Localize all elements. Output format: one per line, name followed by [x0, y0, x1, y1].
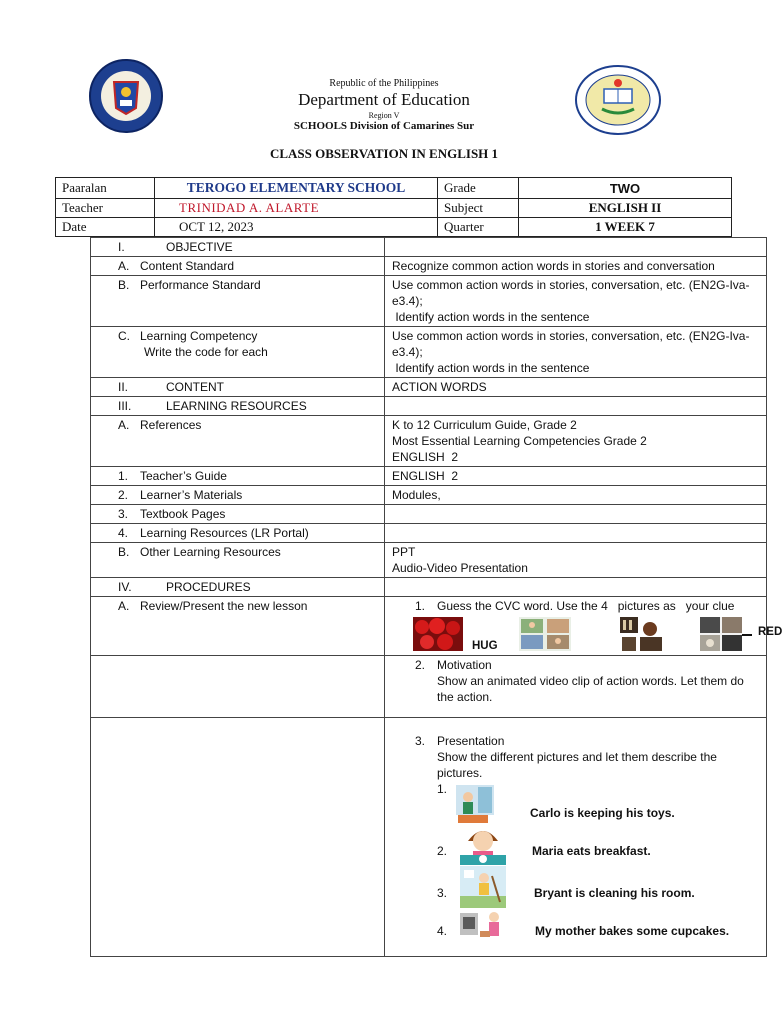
review-num: A. [118, 599, 130, 613]
lesson-plan-table [90, 237, 782, 957]
row-textbook-pages [91, 505, 767, 524]
performance-standard-num: B. [118, 278, 130, 292]
division-text: SCHOOLS Division of Camarines Sur [293, 120, 475, 132]
row-lr-portal [91, 524, 767, 543]
review-label: Review/Present the new lesson [140, 599, 308, 613]
info-row-school [56, 178, 732, 199]
republic-text: Republic of the Philippines [329, 78, 439, 89]
motivation-description: Show an animated video clip of action words. Let them do the action. [437, 674, 744, 704]
row-performance-standard [91, 276, 767, 327]
objective-heading: OBJECTIVE [166, 240, 233, 254]
content-heading: CONTENT [166, 380, 224, 394]
reference-3: ENGLISH 2 [392, 450, 459, 464]
teacher-name: TRINIDAD A. ALARTE [155, 199, 438, 218]
hug-label: HUG [472, 640, 498, 652]
learners-materials-label: Learner’s Materials [140, 488, 243, 502]
learners-materials-value: Modules, [385, 486, 767, 505]
olr-num: B. [118, 545, 130, 559]
performance-standard-value-1: Use common action words in stories, conversation, etc. (EN2G-Iva-e3.4); [392, 278, 750, 308]
arrow-icon [742, 631, 752, 639]
lr-portal-label: Learning Resources (LR Portal) [140, 526, 309, 540]
presentation-item-text: My mother bakes some cupcakes. [535, 924, 730, 938]
content-num: II. [118, 380, 129, 394]
references-num: A. [118, 418, 130, 432]
presentation-item [392, 866, 762, 909]
presentation-item [392, 781, 762, 823]
competency-value-2: Identify action words in the sentence [392, 361, 590, 375]
presentation-item-num: 2. [437, 844, 448, 858]
performance-standard-value-2: Identify action words in the sentence [392, 310, 590, 324]
hug-image [519, 617, 571, 651]
mother-baking-image [460, 909, 510, 947]
content-standard-label: Content Standard [140, 259, 235, 273]
other-resource-2: Audio-Video Presentation [392, 561, 528, 575]
presentation-item-num: 3. [437, 886, 448, 900]
tb-num: 3. [118, 507, 129, 521]
pet-image [700, 617, 742, 651]
lr-heading: LEARNING RESOURCES [166, 399, 307, 413]
tg-num: 1. [118, 469, 129, 483]
row-content-standard [91, 257, 767, 276]
motivation-title: Motivation [437, 658, 492, 672]
subject-value: ENGLISH II [519, 199, 732, 218]
teacher-label: Teacher [56, 199, 155, 218]
procedures-heading: PROCEDURES [166, 580, 251, 594]
bryant-cleaning-image [460, 866, 506, 912]
hat-image [620, 617, 664, 651]
row-review [91, 597, 767, 656]
row-motivation [91, 656, 767, 718]
presentation-title: Presentation [437, 734, 505, 748]
presentation-item [392, 909, 762, 949]
cvc-picture-row [392, 614, 782, 654]
date-value: OCT 12, 2023 [155, 218, 438, 237]
red-label: RED [758, 626, 782, 638]
grade-value: TWO [519, 178, 732, 199]
performance-standard-label: Performance Standard [140, 278, 261, 292]
references-label: References [140, 418, 202, 432]
row-references [91, 416, 767, 467]
objective-num: I. [118, 240, 125, 254]
teachers-guide-label: Teacher’s Guide [140, 469, 227, 483]
content-value: ACTION WORDS [385, 378, 767, 397]
competency-label: Learning Competency [140, 329, 258, 343]
document-title: CLASS OBSERVATION IN ENGLISH 1 [269, 146, 499, 161]
motivation-num: 2. [415, 658, 426, 672]
other-resource-1: PPT [392, 545, 416, 559]
presentation-item-text: Bryant is cleaning his room. [534, 886, 695, 900]
row-learning-resources [91, 397, 767, 416]
info-row-teacher [56, 199, 732, 218]
other-resources-label: Other Learning Resources [140, 545, 281, 559]
presentation-item-num: 4. [437, 924, 448, 938]
grade-label: Grade [438, 178, 519, 199]
presentation-num: 3. [415, 734, 426, 748]
competency-sub: Write the code for each [144, 345, 268, 359]
presentation-item-text: Carlo is keeping his toys. [530, 806, 675, 820]
quarter-label: Quarter [438, 218, 519, 237]
paaralan-label: Paaralan [56, 178, 155, 199]
lr-num: III. [118, 399, 132, 413]
quarter-value: 1 WEEK 7 [519, 218, 732, 237]
row-learning-competency [91, 327, 767, 378]
guess-num: 1. [415, 599, 426, 613]
subject-label: Subject [438, 199, 519, 218]
row-presentation [91, 718, 767, 957]
presentation-description: Show the different pictures and let them describe the pictures. [437, 750, 717, 780]
procedures-num: IV. [118, 580, 132, 594]
row-objective [91, 238, 767, 257]
info-row-date [56, 218, 732, 237]
row-procedures [91, 578, 767, 597]
presentation-item-num: 1. [437, 782, 448, 796]
reference-1: K to 12 Curriculum Guide, Grade 2 [392, 418, 577, 432]
row-learners-materials [91, 486, 767, 505]
presentation-item-text: Maria eats breakfast. [532, 844, 651, 858]
textbook-pages-label: Textbook Pages [140, 507, 226, 521]
lrp-num: 4. [118, 526, 129, 540]
presentation-item [392, 823, 762, 866]
row-other-resources [91, 543, 767, 578]
info-table [55, 177, 732, 237]
guess-instruction: Guess the CVC word. Use the 4 pictures as your clue [437, 599, 735, 613]
competency-num: C. [118, 329, 130, 343]
row-content [91, 378, 767, 397]
department-name: Department of Education [298, 90, 470, 109]
red-strawberries-image [413, 617, 463, 651]
lm-num: 2. [118, 488, 129, 502]
content-standard-value: Recognize common action words in stories and conversation [385, 257, 767, 276]
date-label: Date [56, 218, 155, 237]
content-standard-num: A. [118, 259, 130, 273]
row-teachers-guide [91, 467, 767, 486]
school-name: TEROGO ELEMENTARY SCHOOL [155, 178, 438, 199]
competency-value-1: Use common action words in stories, conversation, etc. (EN2G-Iva-e3.4); [392, 329, 750, 359]
teachers-guide-value: ENGLISH 2 [385, 467, 767, 486]
region-text: Region V [368, 111, 400, 120]
reference-2: Most Essential Learning Competencies Grade 2 [392, 434, 647, 448]
maria-breakfast-image [460, 823, 506, 869]
